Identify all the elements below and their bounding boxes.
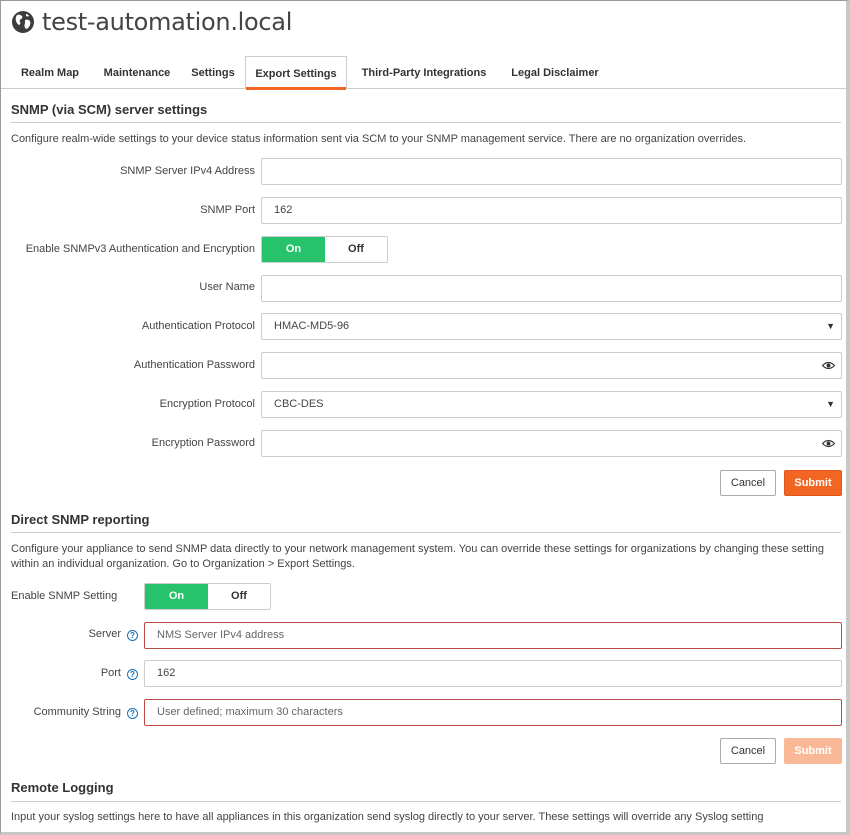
direct-snmp-title: Direct SNMP reporting <box>11 512 150 527</box>
direct-snmp-description: Configure your appliance to send SNMP data directly to your network management system. You can override these settings for organizations by changing these setting within an individual organization. Go to Organization > Export Settings. <box>11 543 825 570</box>
divider <box>11 801 841 802</box>
snmpv3-toggle-off[interactable]: Off <box>325 237 387 262</box>
help-icon[interactable]: ? <box>127 630 138 641</box>
caret-down-icon: ▼ <box>826 399 835 409</box>
username-label: User Name <box>199 281 255 293</box>
community-string-label-text: Community String <box>33 706 121 718</box>
port-input[interactable]: 162 <box>144 660 842 687</box>
enc-protocol-value: CBC-DES <box>274 398 324 410</box>
snmp-scm-cancel-button[interactable]: Cancel <box>720 470 776 496</box>
eye-icon[interactable] <box>822 439 835 448</box>
page-header <box>11 7 292 37</box>
enc-password-label: Encryption Password <box>151 437 255 449</box>
username-input[interactable] <box>261 275 842 302</box>
caret-down-icon: ▼ <box>826 321 835 331</box>
tab-export-settings[interactable]: Export Settings <box>245 56 347 89</box>
tab-legal-disclaimer[interactable]: Legal Disclaimer <box>511 67 599 79</box>
port-label <box>11 667 138 680</box>
tab-settings[interactable]: Settings <box>191 67 235 79</box>
direct-snmp-toggle-on[interactable]: On <box>145 584 208 609</box>
divider <box>11 532 841 533</box>
help-icon[interactable]: ? <box>127 708 138 719</box>
server-label-text: Server <box>88 628 121 640</box>
snmpv3-label: Enable SNMPv3 Authentication and Encryption <box>25 243 255 255</box>
snmp-scm-description: Configure realm-wide settings to your device status information sent via SCM to your SNMP management service. There are no organization overrides. <box>11 133 747 145</box>
enc-password-input[interactable] <box>261 430 842 457</box>
enc-protocol-select[interactable] <box>261 391 842 418</box>
snmp-port-label: SNMP Port <box>200 204 255 216</box>
tab-realm-map[interactable]: Realm Map <box>20 67 80 79</box>
direct-snmp-cancel-button[interactable]: Cancel <box>720 738 776 764</box>
remote-logging-title: Remote Logging <box>11 780 114 795</box>
tab-third-party-integrations[interactable]: Third-Party Integrations <box>361 67 487 79</box>
snmp-server-input[interactable] <box>261 158 842 185</box>
enc-protocol-label: Encryption Protocol <box>159 398 255 410</box>
community-string-input[interactable]: User defined; maximum 30 characters <box>144 699 842 726</box>
globe-icon <box>11 10 35 34</box>
community-string-label <box>11 706 138 719</box>
snmpv3-toggle[interactable] <box>261 236 388 263</box>
snmp-scm-title: SNMP (via SCM) server settings <box>11 102 208 117</box>
snmpv3-toggle-on[interactable]: On <box>262 237 325 262</box>
remote-logging-description: Input your syslog settings here to have all appliances in this organization send syslog directly to your server. These settings will override any Syslog setting <box>11 811 764 823</box>
direct-snmp-toggle-off[interactable]: Off <box>208 584 270 609</box>
server-label <box>11 628 138 641</box>
tab-maintenance[interactable]: Maintenance <box>103 67 171 79</box>
nms-server-input[interactable]: NMS Server IPv4 address <box>144 622 842 649</box>
help-icon[interactable]: ? <box>127 669 138 680</box>
auth-protocol-select[interactable] <box>261 313 842 340</box>
torn-edge <box>1 824 850 832</box>
snmp-server-label: SNMP Server IPv4 Address <box>120 165 255 177</box>
tab-bar <box>1 56 847 89</box>
eye-icon[interactable] <box>822 361 835 370</box>
auth-password-label: Authentication Password <box>133 359 255 371</box>
snmp-port-input[interactable]: 162 <box>261 197 842 224</box>
direct-snmp-toggle[interactable] <box>144 583 271 610</box>
auth-protocol-value: HMAC-MD5-96 <box>274 320 350 332</box>
divider <box>11 122 841 123</box>
direct-snmp-submit-button[interactable]: Submit <box>784 738 842 764</box>
auth-password-input[interactable] <box>261 352 842 379</box>
page-title: test-automation.local <box>42 8 293 36</box>
enable-snmp-label: Enable SNMP Setting <box>11 590 118 602</box>
port-label-text: Port <box>100 667 121 679</box>
auth-protocol-label: Authentication Protocol <box>141 320 255 332</box>
snmp-scm-submit-button[interactable]: Submit <box>784 470 842 496</box>
